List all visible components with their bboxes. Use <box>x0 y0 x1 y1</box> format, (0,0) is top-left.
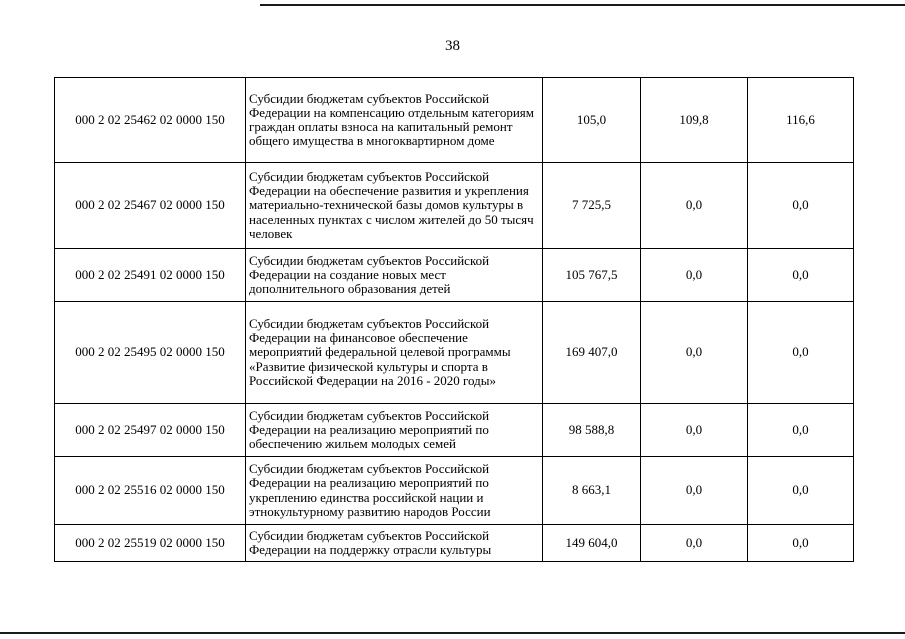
amount-year3-cell: 0,0 <box>748 404 854 457</box>
amount-year2-cell: 0,0 <box>641 249 748 302</box>
scan-edge-bottom <box>0 632 905 634</box>
amount-year3-cell: 0,0 <box>748 457 854 525</box>
amount-year3-cell: 0,0 <box>748 302 854 404</box>
amount-year1-cell: 169 407,0 <box>543 302 641 404</box>
amount-year3-cell: 116,6 <box>748 78 854 163</box>
description-cell: Субсидии бюджетам субъектов Российской Федерации на реализацию мероприятий по укреплению единства российской нации и этнокультурному развитию народов России <box>246 457 543 525</box>
budget-code-cell: 000 2 02 25467 02 0000 150 <box>55 163 246 249</box>
description-cell: Субсидии бюджетам субъектов Российской Федерации на реализацию мероприятий по обеспечению жильем молодых семей <box>246 404 543 457</box>
table-row <box>55 302 854 404</box>
budget-code-cell: 000 2 02 25519 02 0000 150 <box>55 525 246 562</box>
amount-year2-cell: 0,0 <box>641 525 748 562</box>
budget-code-cell: 000 2 02 25497 02 0000 150 <box>55 404 246 457</box>
amount-year2-cell: 109,8 <box>641 78 748 163</box>
amount-year2-cell: 0,0 <box>641 302 748 404</box>
page-number: 38 <box>445 38 460 54</box>
amount-year2-cell: 0,0 <box>641 163 748 249</box>
table-row <box>55 163 854 249</box>
amount-year1-cell: 7 725,5 <box>543 163 641 249</box>
budget-code-cell: 000 2 02 25516 02 0000 150 <box>55 457 246 525</box>
amount-year2-cell: 0,0 <box>641 457 748 525</box>
amount-year1-cell: 149 604,0 <box>543 525 641 562</box>
description-cell: Субсидии бюджетам субъектов Российской Федерации на поддержку отрасли культуры <box>246 525 543 562</box>
amount-year1-cell: 8 663,1 <box>543 457 641 525</box>
table-row <box>55 404 854 457</box>
budget-code-cell: 000 2 02 25462 02 0000 150 <box>55 78 246 163</box>
table-row <box>55 249 854 302</box>
amount-year1-cell: 98 588,8 <box>543 404 641 457</box>
budget-table <box>54 77 854 562</box>
amount-year1-cell: 105 767,5 <box>543 249 641 302</box>
budget-code-cell: 000 2 02 25495 02 0000 150 <box>55 302 246 404</box>
amount-year1-cell: 105,0 <box>543 78 641 163</box>
amount-year3-cell: 0,0 <box>748 525 854 562</box>
amount-year3-cell: 0,0 <box>748 249 854 302</box>
table-row <box>55 525 854 562</box>
description-cell: Субсидии бюджетам субъектов Российской Федерации на создание новых мест дополнительного образования детей <box>246 249 543 302</box>
description-cell: Субсидии бюджетам субъектов Российской Федерации на финансовое обеспечение мероприятий федеральной целевой программы «Развитие физической культуры и спорта в Российской Федерации на 2016 - 2020 годы» <box>246 302 543 404</box>
table-row <box>55 457 854 525</box>
description-cell: Субсидии бюджетам субъектов Российской Федерации на обеспечение развития и укрепления материально-технической базы домов культуры в населенных пунктах с числом жителей до 50 тысяч человек <box>246 163 543 249</box>
scan-edge-top <box>260 4 905 6</box>
table-row <box>55 78 854 163</box>
budget-code-cell: 000 2 02 25491 02 0000 150 <box>55 249 246 302</box>
description-cell: Субсидии бюджетам субъектов Российской Федерации на компенсацию отдельным категориям граждан оплаты взноса на капитальный ремонт общего имущества в многоквартирном доме <box>246 78 543 163</box>
amount-year2-cell: 0,0 <box>641 404 748 457</box>
amount-year3-cell: 0,0 <box>748 163 854 249</box>
